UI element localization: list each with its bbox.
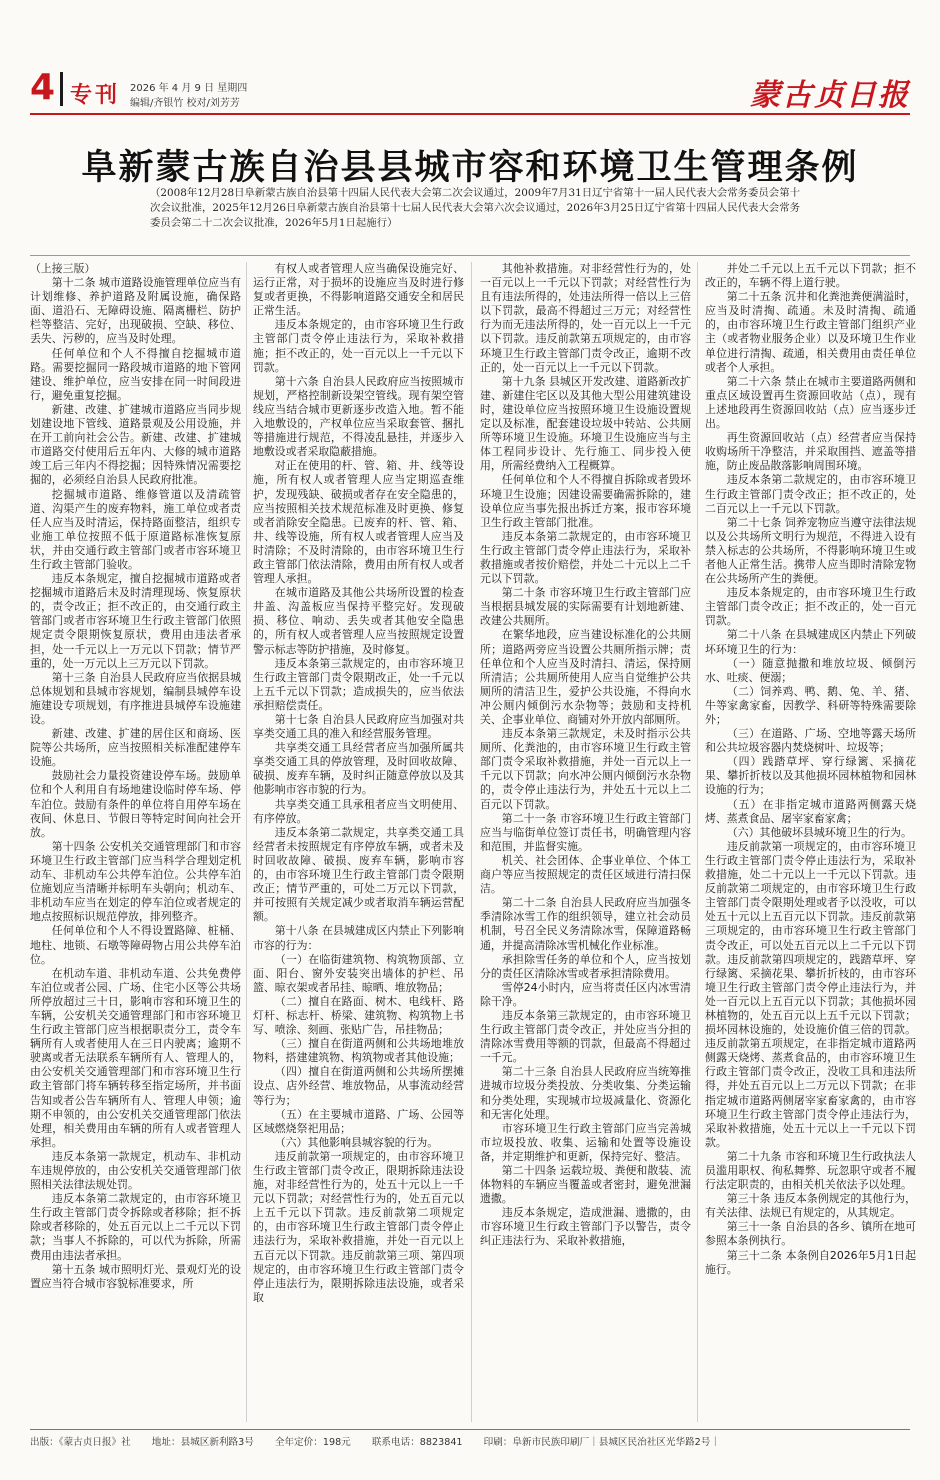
article-column-4 <box>705 262 916 1422</box>
article-paragraph: 挖掘城市道路、维修管道以及清疏管道、沟渠产生的废弃物料，施工单位或者责任人应当及时清运，保持路面整洁，组织专业施工单位按照不低于原道路标准恢复原状，并由交通行政主管部门或者市容环境卫生行政主管部门验收。 <box>30 487 241 571</box>
article-paragraph: 市容环境卫生行政主管部门应当完善城市垃圾投放、收集、运输和处置等设施设备，并定期维护和更新，保持完好、整洁。 <box>480 1121 691 1163</box>
article-paragraph: 共享类交通工具承租者应当文明使用、有序停放。 <box>253 797 464 825</box>
article-paragraph: （四）擅自在街道两侧和公共场所摆摊设点、店外经营、堆放物品，从事流动经营等行为； <box>253 1065 464 1107</box>
article-paragraph: （四）践踏草坪、穿行绿篱、采摘花果、攀折折枝以及其他损坏园林植物和园林设施的行为； <box>705 755 916 797</box>
page-header <box>0 0 940 120</box>
article-subtitle: （2008年12月28日阜新蒙古族自治县第十四届人民代表大会第二次会议通过，2009年7月31日辽宁省第十一届人民代表大会常务委员会第十次会议批准，2025年12月26日阜新蒙古族自治县第十七届人民代表大会第六次会议通过，2026年3月25日辽宁省第十四届人民代表大会常务委员会第二十二次会议批准，2026年5月1日起施行） <box>150 187 800 229</box>
article-paragraph: 第二十九条 市容和环境卫生行政执法人员滥用职权、徇私舞弊、玩忽职守或者不履行法定职责的，由相关机关依法予以处理。 <box>705 1149 916 1192</box>
section-name: 专刊 <box>70 83 121 108</box>
article-paragraph: （二）擅自在路面、树木、电线杆、路灯杆、标志杆、桥梁、建筑物、构筑物上书写、喷涂、刻画、张贴广告，吊挂物品； <box>253 994 464 1037</box>
footer-publisher: 出版：《蒙古贞日报》社 <box>30 1437 131 1448</box>
article-column-3 <box>480 262 691 1422</box>
article-column-1 <box>30 262 241 1422</box>
article-paragraph: （一）在临街建筑物、构筑物顶部、立面、阳台、窗外安装突出墙体的护栏、吊篮、晾衣架或者吊挂、晾晒、堆放物品； <box>253 952 464 994</box>
article-paragraph: 违反本条第二款规定的，由市容环境卫生行政主管部门责令改正；拒不改正的，处二百元以上一千元以下罚款。 <box>705 473 916 515</box>
article-paragraph: 第十二条 城市道路设施管理单位应当有计划维修、养护道路及附属设施，确保路面、道沿石、无障碍设施、隔离栅栏、防护栏等整洁、完好，出现破损、空缺、移位、丢失、污秽的，应当及时处理。 <box>30 276 241 346</box>
footer-address: 地址：县城区新利路3号 <box>151 1437 254 1448</box>
header-rule <box>30 113 910 115</box>
article-paragraph: 第三十二条 本条例自2026年5月1日起施行。 <box>705 1248 916 1276</box>
editor-line: 编辑/齐银竹 校对/刘芳芳 <box>130 98 240 109</box>
footer-price: 全年定价：198元 <box>274 1437 351 1448</box>
article-paragraph: （二）饲养鸡、鸭、鹅、兔、羊、猪、牛等家禽家畜，因教学、科研等特殊需要除外； <box>705 684 916 726</box>
article-paragraph: 再生资源回收站（点）经营者应当保持收购场所干净整洁，并采取围挡、遮盖等措施，防止废品散落影响周围环境。 <box>705 431 916 473</box>
article-paragraph: （一）随意抛撒和堆放垃圾、倾倒污水、吐痰、便溺； <box>705 656 916 684</box>
article-paragraph: 承担除雪任务的单位和个人，应当按划分的责任区清除冰雪或者承担清除费用。 <box>480 952 691 980</box>
article-paragraph: 第二十五条 沉井和化粪池粪便满溢时，应当及时清掏、疏通。未及时清掏、疏通的，由市容环境卫生行政主管部门组织产业主（或者物业服务企业）以及环境卫生作业单位进行清掏、疏通，相关费用由责任单位或者个人承担。 <box>705 290 916 374</box>
article-paragraph: 违反本条规定，擅自挖掘城市道路或者挖掘城市道路后未及时清理现场、恢复原状的，责令改正；拒不改正的，由交通行政主管部门或者市容环境卫生行政主管部门依照规定责令限期恢复原状，费用由违法者承担，处一千元以上一万元以下罚款；情节严重的，处一万元以上三万元以下罚款。 <box>30 572 241 670</box>
issue-date: 2026 年 4 月 9 日 星期四 <box>130 83 248 94</box>
article-paragraph: 在机动车道、非机动车道、公共免费停车泊位或者公园、广场、住宅小区等公共场所停放超过三十日，影响市容和环境卫生的车辆，公安机关交通管理部门和市容环境卫生行政主管部门应当根据职责分工，责令车辆所有人或者使用人在三日内驶离；逾期不驶离或者无法联系车辆所有人、管理人的，由公安机关交通管理部门和市容环境卫生行政主管部门将车辆转移至指定场所，并书面告知或者公告车辆所有人、管理人申领；逾期不申领的，由公安机关交通管理部门依法处理，相关费用由车辆的所有人或者管理人承担。 <box>30 966 241 1149</box>
column-divider <box>471 262 472 1422</box>
article-paragraph: 第二十三条 自治县人民政府应当统筹推进城市垃圾分类投放、分类收集、分类运输和分类处理，实现城市垃圾减量化、资源化和无害化处理。 <box>480 1065 691 1121</box>
article-paragraph: 第二十条 市容环境卫生行政主管部门应当根据县城发展的实际需要有计划地新建、改建公共厕所。 <box>480 586 691 628</box>
article-paragraph: 第二十一条 市容环境卫生行政主管部门应当与临街单位签订责任书，明确管理内容和范围，并监督实施。 <box>480 811 691 853</box>
article-paragraph: 违反本条第三款规定的，由市容环境卫生行政主管部门责令限期改正，处一千元以上五千元以下罚款；造成损失的，应当依法承担赔偿责任。 <box>253 656 464 712</box>
article-title: 阜新蒙古族自治县县城市容和环境卫生管理条例 <box>81 147 859 188</box>
article-paragraph: 违反本条第三款规定，未及时指示公共厕所、化粪池的，由市容环境卫生行政主管部门责令采取补救措施，并处一百元以上一千元以下罚款；向水冲公厕内倾倒污水杂物的，责令停止违法行为，并处五十元以上二百元以下罚款。 <box>480 727 691 811</box>
article-paragraph: 第二十四条 运载垃圾、粪便和散装、流体物料的车辆应当覆盖或者密封，避免泄漏遗撒。 <box>480 1164 691 1206</box>
article-paragraph: （上接三版） <box>30 262 96 275</box>
article-paragraph: （六）其他破坏县城环境卫生的行为。 <box>726 825 912 839</box>
article-paragraph: 在城市道路及其他公共场所设置的检查井盖、沟盖板应当保持平整完好。发现破损、移位、响动、丢失或者其他安全隐患的，所有权人或者管理人应当按照规定设置警示标志等防护措施，及时修复。 <box>253 586 464 656</box>
article-paragraph: 违反本条第二款规定，共享类交通工具经营者未按照规定有序停放车辆，或者未及时回收故障、破损、废弃车辆，影响市容的，由市容环境卫生行政主管部门责令限期改正；情节严重的，可处二万元以下罚款，并可按照有关规定减少或者取消车辆运营配额。 <box>253 825 464 924</box>
article-paragraph: 第十三条 自治县人民政府应当依据县城总体规划和县城市容规划，编制县城停车设施建设专项规划，有序推进县城停车设施建设。 <box>30 670 241 726</box>
column-divider <box>246 262 247 1422</box>
article-paragraph: 第二十七条 饲养宠物应当遵守法律法规以及公共场所文明行为规范，不得进入设有禁入标志的公共场所，不得影响环境卫生或者他人正常生活。携带人应当即时清除宠物在公共场所产生的粪便。 <box>705 515 916 586</box>
article-paragraph: 第三十一条 自治县的各乡、镇所在地可参照本条例执行。 <box>705 1220 916 1248</box>
article-paragraph: 有权人或者管理人应当确保设施完好、运行正常，对于损坏的设施应当及时进行修复或者更换，不得影响道路交通安全和居民正常生活。 <box>253 262 464 318</box>
article-paragraph: 违反本条规定，造成泄漏、遗撒的，由市容环境卫生行政主管部门予以警告，责令纠正违法行为、采取补救措施， <box>480 1206 691 1248</box>
article-paragraph: 并处二千元以上五千元以下罚款；拒不改正的，车辆不得上道行驶。 <box>705 262 916 290</box>
article-paragraph: 共享类交通工具经营者应当加强所属共享类交通工具的停放管理，及时回收故障、破损、废弃车辆，及时纠正随意停放以及其他影响市容市貌的行为。 <box>253 741 464 797</box>
footer-rule <box>30 1429 910 1430</box>
footer-printer: 印刷：阜新市民族印刷厂｜县城区民治社区光华路2号｜ <box>483 1437 720 1448</box>
article-paragraph: （六）其他影响县城容貌的行为。 <box>274 1135 439 1149</box>
page-number: 4 <box>30 67 56 108</box>
article-paragraph: 对正在使用的杆、管、箱、井、线等设施，所有权人或者管理人应当定期巡查维护，发现残缺、破损或者存在安全隐患的，应当按照相关技术规范标准及时更换、修复或者消除安全隐患。已废弃的杆、管、箱、井、线等设施，所有权人或者管理人应当及时清除；不及时清除的，由市容环境卫生行政主管部门依法清除，费用由所有权人或者管理人承担。 <box>253 459 464 586</box>
article-paragraph: 任何单位和个人不得擅自挖掘城市道路。需要挖掘同一路段城市道路的地下管网建设、维护单位，应当安排在同一时间段进行，避免重复挖掘。 <box>30 346 241 402</box>
article-paragraph: 第十七条 自治县人民政府应当加强对共享类交通工具的准入和经营服务管理。 <box>253 713 464 741</box>
article-paragraph: 机关、社会团体、企事业单位、个体工商户等应当按照规定的责任区域进行清扫保洁。 <box>480 853 691 896</box>
article-paragraph: 第二十二条 自治县人民政府应当加强冬季清除冰雪工作的组织领导，建立社会动员机制，号召全民义务清除冰雪，保障道路畅通，并提高清除冰雪机械化作业标准。 <box>480 896 691 952</box>
article-paragraph: 新建、改建、扩建的居住区和商场、医院等公共场所，应当按照相关标准配建停车设施。 <box>30 727 241 769</box>
article-paragraph: 第二十六条 禁止在城市主要道路两侧和重点区域设置再生资源回收站（点），现有上述地段再生资源回收站（点）应当逐步迁出。 <box>705 374 916 431</box>
article-paragraph: 雪停24小时内，应当将责任区内冰雪清除干净。 <box>480 980 691 1008</box>
article-paragraph: （五）在主要城市道路、广场、公园等区域燃烧祭祀用品； <box>253 1107 464 1135</box>
article-paragraph: 违反本条第二款规定的，由市容环境卫生行政主管部门责令拆除或者移除；拒不拆除或者移除的，处五百元以上二千元以下罚款；当事人不拆除的，可以代为拆除，所需费用由违法者承担。 <box>30 1192 241 1262</box>
article-paragraph: 违反本条规定的，由市容环境卫生行政主管部门责令改正；拒不改正的，处一百元罚款。 <box>705 586 916 628</box>
page-footer <box>30 1434 910 1448</box>
article-paragraph: 任何单位和个人不得设置路障、桩桶、地柱、地锁、石墩等障碍物占用公共停车泊位。 <box>30 924 241 966</box>
article-paragraph: 违反本条第二款规定的，由市容环境卫生行政主管部门责令停止违法行为，采取补救措施或者按价赔偿，并处二十元以上二千元以下罚款。 <box>480 529 691 586</box>
newspaper-logo: 蒙古贞日报 <box>750 78 910 113</box>
article-paragraph: 第十八条 在县城建成区内禁止下列影响市容的行为： <box>253 924 464 952</box>
article-paragraph: 鼓励社会力量投资建设停车场。鼓励单位和个人利用自有场地建设临时停车场、停车泊位。鼓励有条件的单位将自用停车场在夜间、休息日、节假日等特定时间向社会开放。 <box>30 769 241 839</box>
article-paragraph: 新建、改建、扩建城市道路应当同步规划建设地下管线、道路景观及公用设施，并在开工前向社会公告。新建、改建、扩建城市道路交付使用后五年内、大修的城市道路竣工后三年内不得挖掘；因特殊情况需要挖掘的，必须经自治县人民政府批准。 <box>30 402 241 487</box>
article-paragraph: 第十四条 公安机关交通管理部门和市容环境卫生行政主管部门应当科学合理划定机动车、非机动车公共停车泊位。公共停车泊位施划应当清晰并标明车头朝向；机动车、非机动车应当在划定的停车泊位或者规定的地点按照标识规范停放，排列整齐。 <box>30 839 241 924</box>
article-paragraph: 违反本条第三款规定的，由市容环境卫生行政主管部门责令改正，并处应当分担的清除冰雪费用等额的罚款，但最高不得超过一千元。 <box>480 1008 691 1065</box>
article-paragraph: 第十九条 县城区开发改建、道路新改扩建、新建住宅区以及其他大型公用建筑建设时，建设单位应当按照环境卫生设施设置规定以及标准，配套建设垃圾中转站、公共厕所等环境卫生设施。环境卫生设施应当与主体工程同步设计、先行施工、同步投入使用，所需经费纳入工程概算。 <box>480 374 691 473</box>
title-rule <box>30 255 910 256</box>
article-paragraph: 第十五条 城市照明灯光、景观灯光的设置应当符合城市容貌标准要求，所 <box>30 1262 241 1290</box>
footer-phone: 联系电话：8823841 <box>371 1437 463 1448</box>
article-paragraph: 任何单位和个人不得擅自拆除或者毁坏环境卫生设施；因建设需要确需拆除的，建设单位应当事先报出拆迁方案，报市容环境卫生行政主管部门批准。 <box>480 473 691 529</box>
article-paragraph: 违反本条规定的，由市容环境卫生行政主管部门责令停止违法行为，采取补救措施；拒不改正的，处一百元以上一千元以下罚款。 <box>253 318 464 374</box>
column-divider <box>697 262 698 1422</box>
article-paragraph: 第三十条 违反本条例规定的其他行为，有关法律、法规已有规定的，从其规定。 <box>705 1192 916 1220</box>
article-paragraph: 在繁华地段，应当建设标准化的公共厕所；道路两旁应当设置公共厕所指示牌；责任单位和个人应当及时清扫、清运，保持厕所清洁；公共厕所使用人应当自觉维护公共厕所的清洁卫生，爱护公共设施，不得向水冲公厕内倾倒污水杂物等；鼓励和支持机关、企事业单位、商铺对外开放内部厕所。 <box>480 628 691 726</box>
article-paragraph: （三）在道路、广场、空地等露天场所和公共垃圾容器内焚烧树叶、垃圾等； <box>705 727 916 755</box>
article-paragraph: （五）在非指定城市道路两侧露天烧烤、蒸煮食品、屠宰家畜家禽； <box>705 797 916 825</box>
article-paragraph: 违反本条第一款规定，机动车、非机动车违规停放的，由公安机关交通管理部门依照相关法律法规处罚。 <box>30 1149 241 1192</box>
article-paragraph: 第十六条 自治县人民政府应当按照城市规划，严格控制新设架空管线。现有架空管线应当结合城市更新逐步改造入地。暂不能入地敷设的，产权单位应当采取套管、捆扎等措施进行规范，不得凌乱悬挂，并逐步入地敷设或者采取隐蔽措施。 <box>253 374 464 459</box>
article-paragraph: 违反前款第一项规定的，由市容环境卫生行政主管部门责令改正，限期拆除违法设施，对非经营性行为的，处五十元以上一千元以下罚款；对经营性行为的，处五百元以上五千元以下罚款。违反前款第二项规定的，由市容环境卫生行政主管部门责令停止违法行为，采取补救措施，并处一百元以上五百元以下罚款。违反前款第三项、第四项规定的，由市容环境卫生行政主管部门责令停止违法行为，限期拆除违法设施，或者采取 <box>253 1149 464 1304</box>
article-paragraph: 其他补救措施。对非经营性行为的，处一百元以上一千元以下罚款；对经营性行为且有违法所得的，处违法所得一倍以上三倍以下罚款，最高不得超过三万元；对经营性行为而无违法所得的，处一百元以上一千元以下罚款。违反前款第五项规定的，由市容环境卫生行政主管部门责令改正，逾期不改正的，处一百元以上一千元以下罚款。 <box>480 262 691 374</box>
article-paragraph: （三）擅自在街道两侧和公共场地堆放物料，搭建建筑物、构筑物或者其他设施； <box>253 1037 464 1065</box>
article-column-2 <box>253 262 464 1422</box>
article-paragraph: 违反前款第一项规定的，由市容环境卫生行政主管部门责令停止违法行为，采取补救措施，处二十元以上一千元以下罚款。违反前款第二项规定的，由市容环境卫生行政主管部门责令限期处理或者予以没收，可以处五十元以上五百元以下罚款。违反前款第三项规定的，由市容环境卫生行政主管部门责令改正，可以处五百元以上二千元以下罚款。违反前款第四项规定的，践踏草坪、穿行绿篱、采摘花果、攀折折枝的，由市容环境卫生行政主管部门责令停止违法行为，并处一百元以上五百元以下罚款；其他损坏园林植物的，处五百元以上五千元以下罚款；损坏园林设施的，处设施价值三倍的罚款。违反前款第五项规定，在非指定城市道路两侧露天烧烤、蒸煮食品的，由市容环境卫生行政主管部门责令改正，没收工具和违法所得，并处五百元以上二万元以下罚款；在非指定城市道路两侧屠宰家畜家禽的，由市容环境卫生行政主管部门责令停止违法行为，采取补救措施，处五十元以上一千元以下罚款。 <box>705 839 916 1149</box>
header-divider <box>60 72 63 106</box>
article-paragraph: 第二十八条 在县城建成区内禁止下列破坏环境卫生的行为： <box>705 628 916 656</box>
